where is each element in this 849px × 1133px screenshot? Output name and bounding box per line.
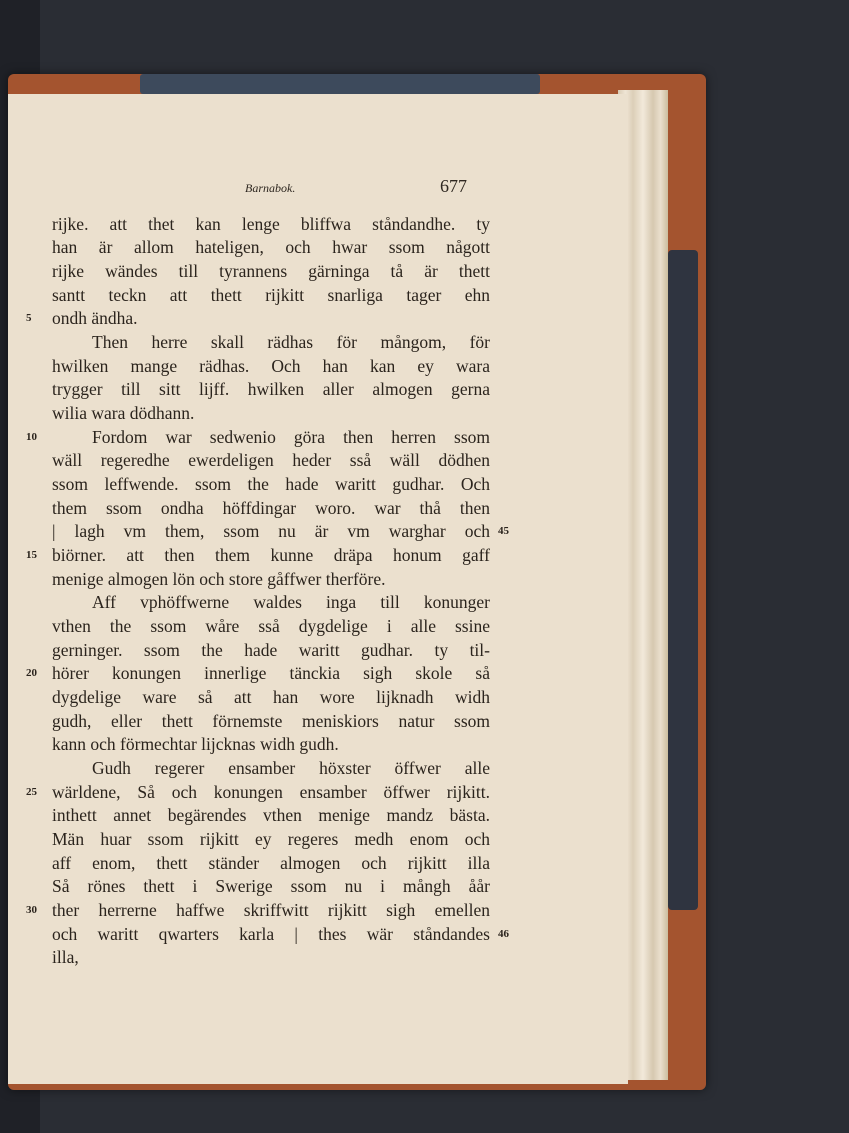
cover-edge-dark	[668, 250, 698, 910]
text-line: rijke wändes till tyrannens gärninga tå är thett	[52, 261, 490, 281]
text-line: aff enom, thett ständer almogen och rijkitt illa	[52, 853, 490, 873]
cover-spine-strip	[140, 74, 540, 94]
running-head: Barnabok.	[245, 181, 296, 195]
text-line: hörer konungen innerlige tänckia sigh skole så	[52, 663, 490, 683]
margin-reference-number: 45	[498, 525, 509, 537]
line-number: 10	[26, 431, 37, 443]
text-line: Aff vphöffwerne waldes inga till konunger	[92, 592, 490, 612]
text-line: vthen the ssom wåre sså dygdelige i alle ssine	[52, 616, 490, 636]
text-line: Then herre skall rädhas för mångom, för	[92, 332, 490, 352]
text-line: ssom leffwende. ssom the hade waritt gudhar. Och	[52, 474, 490, 494]
text-line: inthett annet begärendes vthen menige mandz bästa.	[52, 805, 490, 825]
text-line: menige almogen lön och store gåffwer therföre.	[52, 569, 386, 589]
text-line: Fordom war sedwenio göra then herren ssom	[92, 427, 490, 447]
text-line: rijke. att thet kan lenge bliffwa ståndandhe. ty	[52, 214, 490, 234]
text-line: wilia wara dödhann.	[52, 403, 195, 423]
page-header	[0, 176, 849, 200]
text-line: han är allom hateligen, och hwar ssom någott	[52, 237, 490, 257]
text-line: kann och förmechtar lijcknas widh gudh.	[52, 734, 339, 754]
line-number: 30	[26, 904, 37, 916]
text-line: Män huar ssom rijkitt ey regeres medh enom och	[52, 829, 490, 849]
text-line: them ssom ondha höffdingar woro. war thå then	[52, 498, 490, 518]
text-line: och waritt qwarters karla | thes wär ståndandes	[52, 924, 490, 944]
page-number: 677	[440, 176, 467, 196]
text-line: gerninger. ssom the hade waritt gudhar. ty til-	[52, 640, 490, 660]
text-line: | lagh vm them, ssom nu är vm warghar och	[52, 521, 490, 541]
text-line: Gudh regerer ensamber höxster öffwer alle	[92, 758, 490, 778]
line-number: 15	[26, 549, 37, 561]
text-line: ondh ändha.	[52, 308, 138, 328]
text-line: dygdelige ware så att han wore lijknadh widh	[52, 687, 490, 707]
text-line: gudh, eller thett förnemste meniskiors natur ssom	[52, 711, 490, 731]
text-line: hwilken mange rädhas. Och han kan ey wara	[52, 356, 490, 376]
line-number: 25	[26, 786, 37, 798]
text-line: santt teckn att thett rijkitt snarliga tager ehn	[52, 285, 490, 305]
line-number: 5	[26, 312, 32, 324]
line-number: 20	[26, 667, 37, 679]
text-line: wäll regeredhe ewerdeligen heder sså wäll dödhen	[52, 450, 490, 470]
margin-reference-number: 46	[498, 928, 509, 940]
text-line: biörner. att then them kunne dräpa honum gaff	[52, 545, 490, 565]
text-line: wärldene, Så och konungen ensamber öffwer rijkitt.	[52, 782, 490, 802]
text-line: Så rönes thett i Swerige ssom nu i mångh åår	[52, 876, 490, 896]
text-line: trygger till sitt lijff. hwilken aller almogen gerna	[52, 379, 490, 399]
text-line: ther herrerne haffwe skriffwitt rijkitt sigh emellen	[52, 900, 490, 920]
text-line: illa,	[52, 947, 79, 967]
